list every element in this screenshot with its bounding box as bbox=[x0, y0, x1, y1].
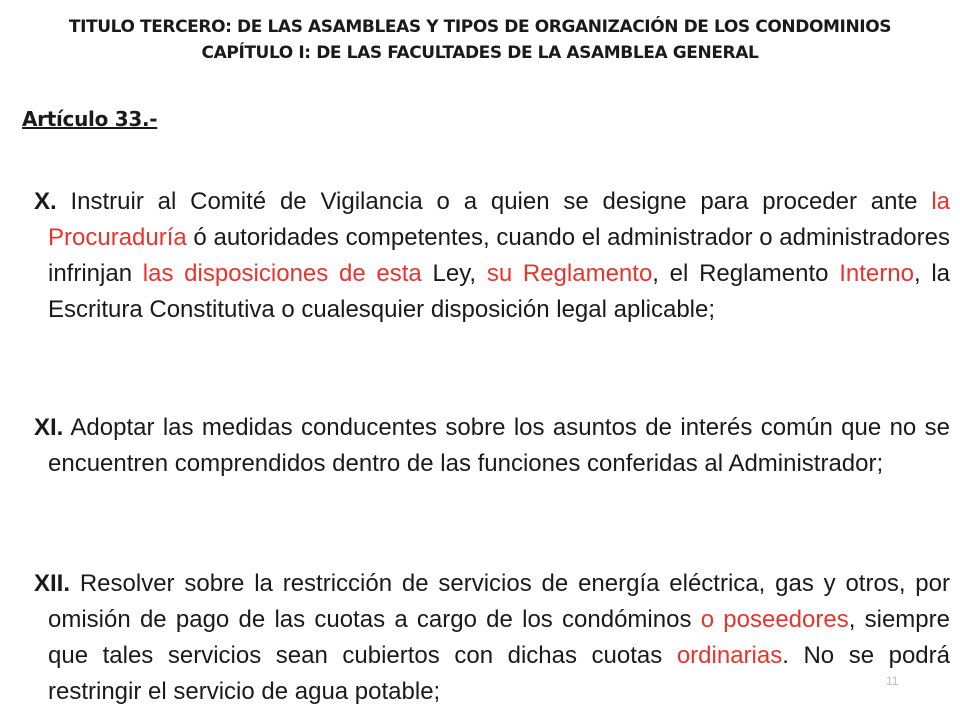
slide-header bbox=[0, 14, 960, 66]
highlighted-text: o poseedores bbox=[700, 606, 849, 633]
clause-xi bbox=[34, 410, 950, 482]
highlighted-text: la Procuraduría bbox=[48, 188, 950, 251]
highlighted-text: Interno bbox=[839, 260, 914, 287]
highlighted-text: su Reglamento bbox=[486, 260, 653, 287]
clause-text: , la Escritura Constitutiva o cualesquier disposición legal aplicable; bbox=[48, 260, 951, 323]
clause-text: . No se podrá restringir el servicio de agua potable; bbox=[48, 642, 950, 705]
title-heading: TITULO TERCERO: DE LAS ASAMBLEAS Y TIPOS DE ORGANIZACIÓN DE LOS CONDOMINIOS bbox=[68, 17, 892, 37]
clause-text: Resolver sobre la restricción de servicios de energía eléctrica, gas y otros, por omisión de pago de las cuotas a cargo de los condóminos bbox=[48, 570, 950, 633]
highlighted-text: ordinarias bbox=[676, 642, 783, 669]
clause-text: , siempre que tales servicios sean cubiertos con dichas cuotas bbox=[48, 606, 950, 669]
clause-x bbox=[34, 184, 950, 328]
clause-number: X. bbox=[34, 188, 57, 215]
clause-xii bbox=[34, 566, 950, 710]
clause-text: Ley, bbox=[421, 260, 487, 287]
clause-text: ó autoridades competentes, cuando el administrador o administradores infrinjan bbox=[48, 224, 950, 287]
chapter-heading: CAPÍTULO I: DE LAS FACULTADES DE LA ASAMBLEA GENERAL bbox=[201, 43, 759, 63]
clause-number: XII. bbox=[34, 570, 71, 597]
clause-text: Instruir al Comité de Vigilancia o a quien se designe para proceder ante bbox=[56, 188, 932, 215]
clause-text: Adoptar las medidas conducentes sobre los asuntos de interés común que no se encuentren comprendidos dentro de las funciones conferidas al Administrador; bbox=[48, 414, 950, 477]
highlighted-text: las disposiciones de esta bbox=[142, 260, 422, 287]
clause-text: , el Reglamento bbox=[652, 260, 840, 287]
page-number: 11 bbox=[886, 674, 899, 688]
clause-number: XI. bbox=[34, 414, 64, 441]
article-title: Artículo 33.- bbox=[22, 107, 158, 131]
